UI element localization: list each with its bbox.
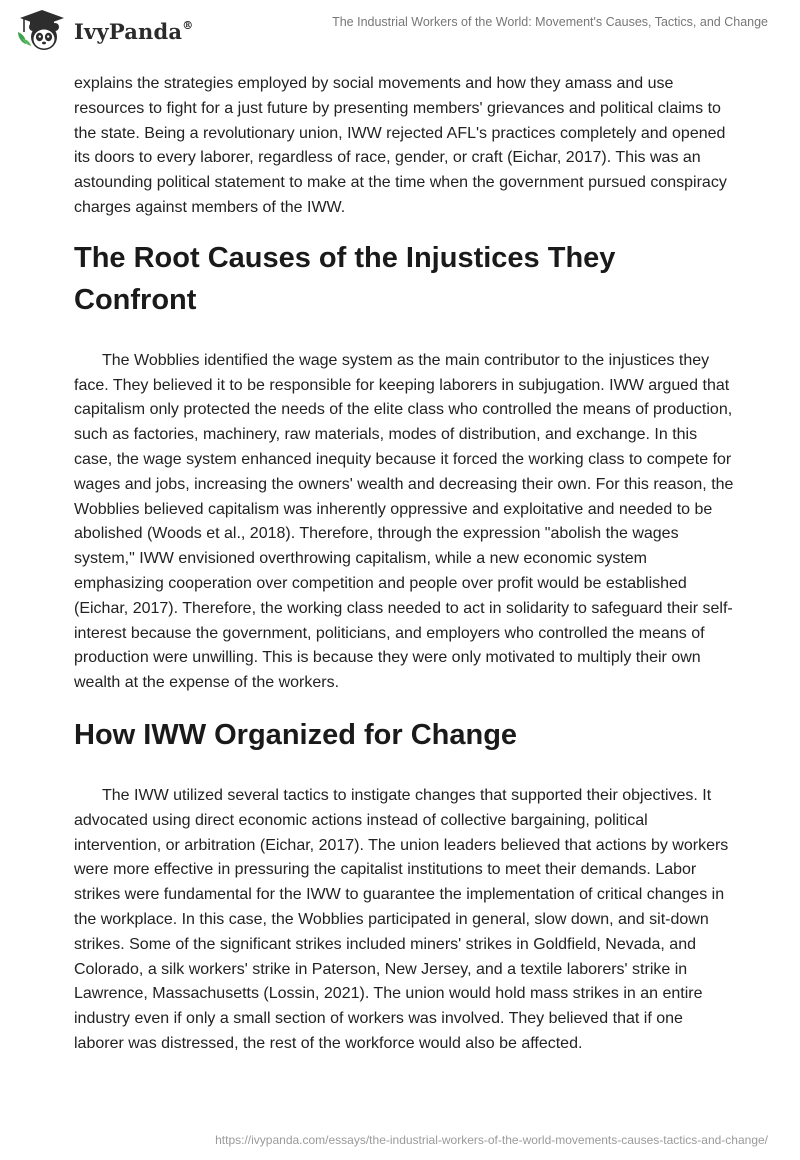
section-paragraph-organized-for-change: The IWW utilized several tactics to instigate changes that supported their objectives. It advocated using direct economic actions instead of collective bargaining, political intervention, or arbitration (Eichar, 2017). The union leaders believed that actions by workers were more effective in pressuring the capitalist institutions to meet their demands. Labor strikes were fundamental for the IWW to guarantee the implementation of critical changes in the workplace. In this case, the Wobblies participated in general, slow down, and sit-down strikes. Some of the significant strikes included miners' strikes in Goldfield, Nevada, and Colorado, a silk workers' strike in Paterson, New Jersey, and a textile laborers' strike in Lawrence, Massachusetts (Lossin, 2021). The union would hold mass strikes in an entire industry even if only a small section of workers was involved. They believed that if one laborer was distressed, the rest of the workforce would also be affected. <box>74 786 729 1052</box>
intro-paragraph: explains the strategies employed by social movements and how they amass and use resources to fight for a just future by presenting members' grievances and political claims to the state. Being a revolutionary union, IWW rejected AFL's practices completely and opened its doors to every laborer, regardless of race, gender, or craft (Eichar, 2017). This was an astounding political statement to make at the time when the government pursued conspiracy charges against members of the IWW. <box>74 75 727 216</box>
brand-name: IvyPanda® <box>74 18 194 44</box>
section-heading-organized-for-change: How IWW Organized for Change <box>74 718 518 751</box>
document-title: The Industrial Workers of the World: Movement's Causes, Tactics, and Change <box>332 15 768 29</box>
panda-graduate-icon <box>14 8 68 54</box>
section-heading-root-causes: The Root Causes of the Injustices They Confront <box>74 241 616 316</box>
essay-body <box>74 72 734 1057</box>
section-paragraph-root-causes: The Wobblies identified the wage system as the main contributor to the injustices they face. They believed it to be responsible for keeping laborers in subjugation. IWW argued that capitalism only protected the needs of the elite class who controlled the means of production, such as factories, machinery, raw materials, modes of distribution, and exchange. In this case, the wage system enhanced inequity because it forced the working class to compete for wages and jobs, increasing the owners' wealth and decreasing their own. For this reason, the Wobblies believed capitalism was inherently oppressive and exploitative and needed to be abolished (Woods et al., 2018). Therefore, through the expression "abolish the wages system," IWW envisioned overthrowing capitalism, while a new economic system emphasizing cooperation over competition and people over profit would be established (Eichar, 2017). Therefore, the working class needed to act in solidarity to safeguard their self-interest because the government, politicians, and employers who controlled the means of production were unwilling. This is because they were only motivated to multiply their own wealth at the expense of the workers. <box>74 351 734 692</box>
page-header <box>0 0 800 58</box>
source-url[interactable]: https://ivypanda.com/essays/the-industrial-workers-of-the-world-movements-causes-tactics-and-change/ <box>215 1133 768 1147</box>
ivypanda-logo[interactable] <box>14 8 193 54</box>
